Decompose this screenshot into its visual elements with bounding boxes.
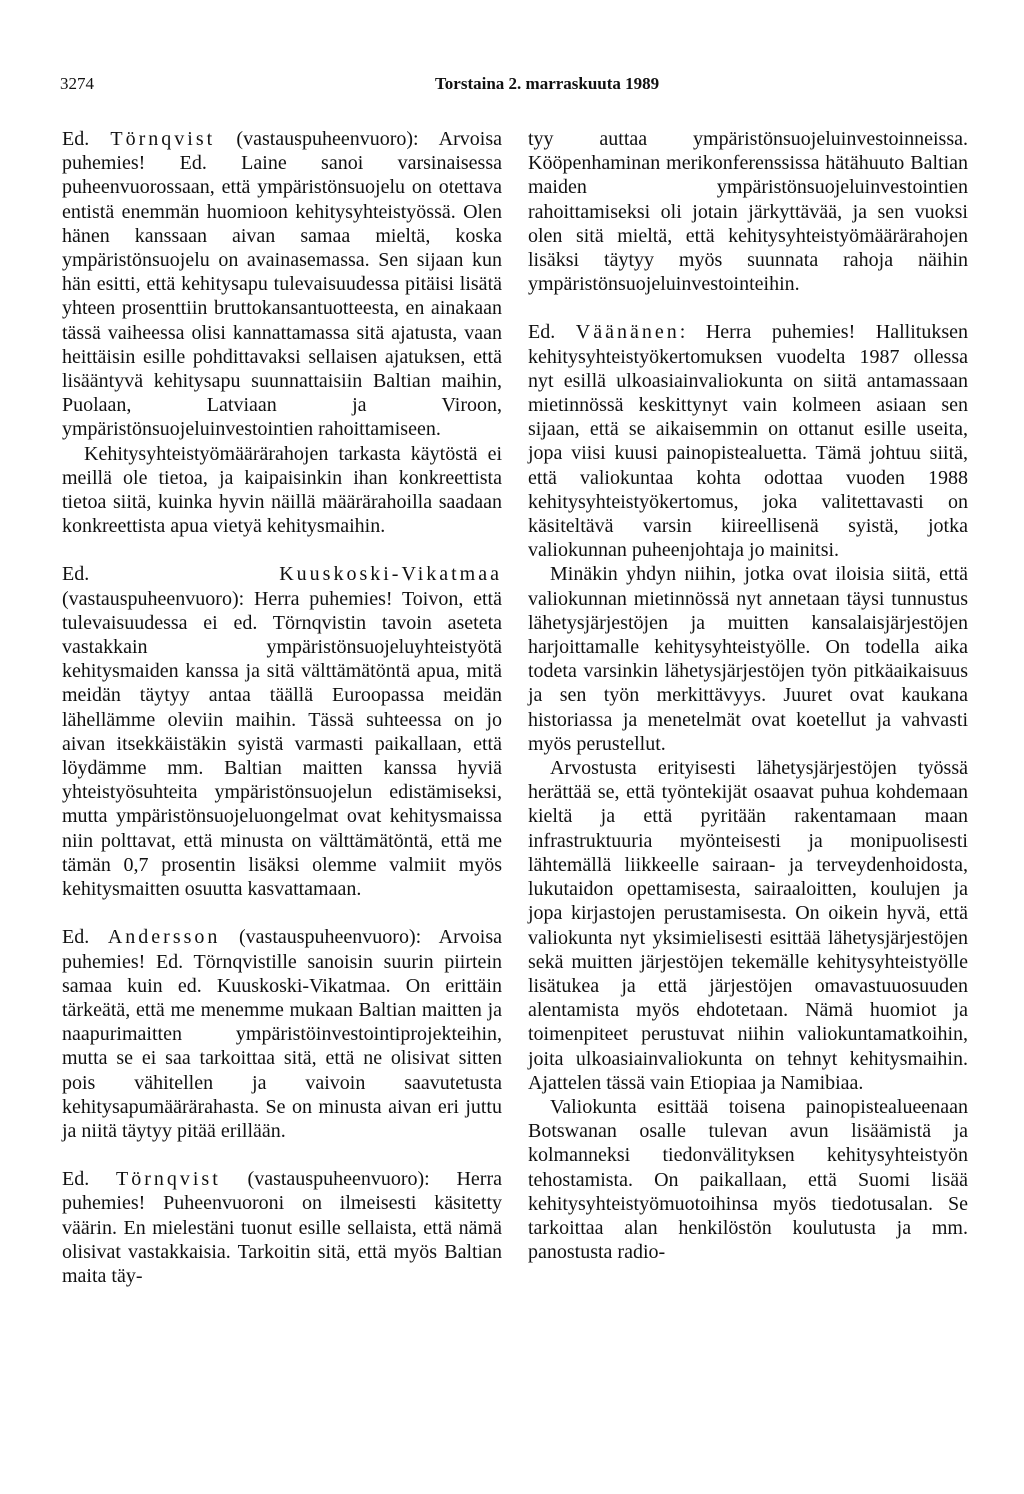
speaker-name: Andersson bbox=[107, 926, 221, 949]
speech-paragraph: Ed. Törnqvist (vastauspuheenvuoro): Herra puhemies! Puheenvuoroni on ilmeisesti käsitetty väärin. En mielestäni tuonut esille sellaista, että nämä olisivat vastakkaisia. Tarkoitin sitä, että myös Baltian maita täy- bbox=[62, 1168, 503, 1287]
speaker-name: Väänänen bbox=[575, 321, 680, 344]
paragraph: Kehitysyhteistyömäärärahojen tarkasta käytöstä ei meillä ole tietoa, ja kaipaisinkin ihan konkreettista tietoa siitä, kuinka hyvin näillä määrärahoilla saadaan konkreettista apua vietyä kehitysmaihin. bbox=[62, 442, 502, 538]
page-title: Torstaina 2. marraskuuta 1989 bbox=[435, 74, 660, 93]
right-column bbox=[528, 127, 968, 1264]
speaker-name: Törnqvist bbox=[116, 1168, 221, 1191]
speaker-name: Törnqvist bbox=[110, 128, 216, 150]
speech-paragraph: Ed. Kuuskoski-Vikatmaa (vastauspuheenvuoro): Herra puhemies! Toivon, että tulevaisuudessa ei ed. Törnqvistin tavoin aseteta vastakkain ympäristönsuojeluyhteistyötä kehitysmaiden kanssa ja sitä välttämätöntä apua, mitä meidän täytyy antaa täällä Euroopassa meidän lähellämme oleviin maihin. Tässä suhteessa on jo aivan itsekkäistäkin syistä varmasti paikallaan, että löydämme mm. Baltian maitten kanssa hyviä yhteistyösuhteita ympäristönsuojelun edistämiseksi, mutta ympäristönsuojeluongelmat ovat kehitysmaissa niin polttavat, että minusta on välttämätöntä, että me tämän 0,7 prosentin lisäksi olemme valmiit myös kehitysmaitten osuutta kasvattamaan. bbox=[62, 563, 502, 901]
speaker-name: Kuuskoski-Vikatmaa bbox=[279, 563, 502, 586]
paragraph: Minäkin yhdyn niihin, jotka ovat iloisia siitä, että valiokunnan mietinnössä nyt annetaan täysi tunnustus lähetysjärjestöjen ja muitten kansalaisjärjestöjen harjoittamalle kehitysyhteistyölle. On todella aika todeta varsinkin lähetysjärjestöjen työn pitkäaikaisuus ja sen työn merkittävyys. Juuret ovat kaukana historiassa ja menetelmät ovat koetellut ja vahvasti myös perustellut. bbox=[528, 563, 968, 755]
paragraph: Valiokunta esittää toisena painopistealueenaan Botswanan osalle tulevan avun lisäämistä ja kolmanneksi tiedonvälityksen kehitysyhteistyön tehostamista. On paikallaan, että Suomi lisää kehitysyhteistyömuotoihinsa myös tiedotusalan. Se tarkoittaa alan henkilöstön koulutusta ja mm. panostusta radio- bbox=[528, 1095, 968, 1264]
page-header bbox=[60, 74, 980, 100]
left-column bbox=[62, 127, 502, 1288]
speech-paragraph: Ed. Andersson (vastauspuheenvuoro): Arvoisa puhemies! Ed. Törnqvistille sanoisin suurin piirtein samaa kuin ed. Kuuskoski-Vikatmaa. On erittäin tärkeätä, että me menemme mukaan Baltian maitten ja naapurimaitten ympäristöinvestointiprojekteihin, mutta se ei saa tarkoittaa sitä, että ne olisivat sitten pois vähitellen ja vaivoin saavutetusta kehitysapumäärärahasta. Se on minusta aivan eri juttu ja niitä täytyy pitää erillään. bbox=[62, 926, 503, 1142]
speech-paragraph: Ed. Väänänen: Herra puhemies! Hallituksen kehitysyhteistyökertomuksen vuodelta 1987 ollessa nyt esillä ulkoasiainvaliokunta on siitä antamassaan mietinnössä keskittynyt vain kolmeen asiaan sen sijaan, että se aikaisemmin on ottanut esille useita, jopa viisi kuusi painopistealuetta. Tämä johtuu siitä, että valiokuntaa kohta odottaa vuoden 1988 kehitysyhteistyökertomus, joka valitettavasti on käsiteltävä varsin kiireellisenä syistä, jotka valiokunnan puheenjohtaja jo mainitsi. bbox=[528, 321, 969, 562]
speech-paragraph: Ed. Törnqvist (vastauspuheenvuoro): Arvoisa puhemies! Ed. Laine sanoi varsinaisessa puheenvuorossaan, että ympäristönsuojelu on otettava entistä enemmän huomioon kehitysyhteistyössä. Olen hänen kanssaan aivan samaa mieltä, koska ympäristönsuojelu on avainasemassa. Sen sijaan kun hän esitti, että kehitysapu tulevaisuudessa pitäisi lisätä yhteen prosenttiin bruttokansantuotteesta, en ainakaan tässä vaiheessa olisi kannattamassa sitä ajatusta, vaan heittäisin esille pohdittavaksi sellaisen ajatuksen, että lisääntyvä kehitysapu suunnattaisiin Baltian maihin, Puolaan, Latviaan ja Viroon, ympäristönsuojeluinvestointien rahoittamiseen. bbox=[62, 128, 502, 441]
page-number: 3274 bbox=[60, 74, 94, 93]
paragraph: Arvostusta erityisesti lähetysjärjestöjen työssä herättää se, että työntekijät osaavat puhua kohdemaan kieltä ja että pyritään rakentamaan maan infrastruktuuria myönteisesti ja monipuolisesti lähtemällä liikkeelle sairaan- ja terveydenhoidosta, lukutaidon opettamisesta, sairaaloitten, koulujen ja jopa kirjastojen perustamisesta. On oikein hyvä, että valiokunta nyt yksimielisesti esittää lähetysjärjestöjen sekä muitten järjestöjen tekemälle kehitysyhteistyölle lisätukea ja että järjestöjen omavastuuosuuden alentamista myös ehdotetaan. Nämä huomiot ja toimenpiteet perustuvat niihin valiokuntamatkoihin, joita ulkoasiainvaliokunta on tehnyt kehitysmaihin. Ajattelen tässä vain Etiopiaa ja Namibiaa. bbox=[528, 757, 968, 1094]
paragraph: tyy auttaa ympäristönsuojeluinvestoinneissa. Kööpenhaminan merikonferenssissa hätähuuto Baltian maiden ympäristönsuojeluinvestointien rahoittamiseksi oli jotain järkyttävää, ja sen vuoksi olen sitä mieltä, että kehitysyhteistyömäärärahojen lisäksi täytyy myös suunnata rahoja näihin ympäristönsuojeluinvestointeihin. bbox=[528, 128, 968, 296]
